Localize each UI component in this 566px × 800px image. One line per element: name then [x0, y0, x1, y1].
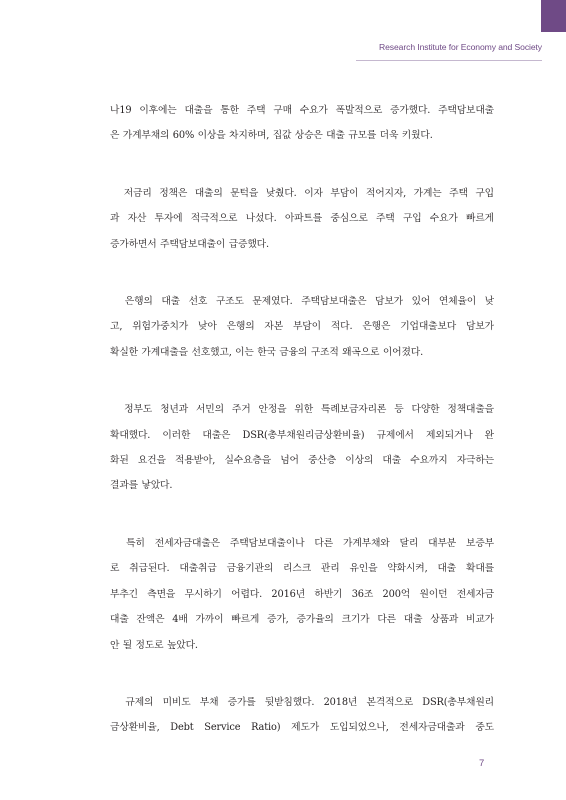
paragraph-1: [110, 98, 494, 149]
text-line: 확대했다. 이러한 대출은 DSR(총부채원리금상환비율) 규제에서 제외되거나 완: [110, 429, 494, 441]
text-line: 특히 전세자금대출은 주택담보대출이나 다른 가계부채와 달리 대부분 보증부: [110, 537, 494, 549]
text-line: 저금리 정책은 대출의 문턱을 낮췄다. 이자 부담이 적어지자, 가계는 주택 구입: [110, 187, 494, 199]
corner-color-tab: [541, 0, 566, 32]
text-line: 안 될 정도로 높았다.: [110, 639, 198, 651]
paragraph-3: [110, 289, 494, 365]
text-line: 화된 요건을 적용받아, 실수요층을 넘어 중산층 이상의 대출 수요까지 자극하는: [110, 455, 494, 467]
text-line: 결과를 낳았다.: [110, 480, 173, 492]
text-line: 증가하면서 주택담보대출이 급증했다.: [110, 238, 269, 250]
text-line: 은행의 대출 선호 구조도 문제였다. 주택담보대출은 담보가 있어 연체율이 낮: [110, 296, 494, 308]
text-line: 금상환비율, Debt Service Ratio) 제도가 도입되었으나, 전세자금대출과 중도: [110, 722, 494, 734]
running-header: Research Institute for Economy and Society: [379, 42, 542, 52]
paragraph-2: [110, 181, 494, 257]
body-text: [110, 98, 494, 773]
text-line: 규제의 미비도 부채 증가를 뒷받침했다. 2018년 본격적으로 DSR(총부채원리: [110, 696, 494, 708]
text-line: 정부도 청년과 서민의 주거 안정을 위한 특례보금자리론 등 다양한 정책대출을: [110, 404, 494, 416]
text-line: 과 자산 투자에 적극적으로 나섰다. 아파트를 중심으로 주택 구입 수요가 빠르게: [110, 213, 494, 225]
text-line: 확실한 가계대출을 선호했고, 이는 한국 금융의 구조적 왜곡으로 이어졌다.: [110, 346, 424, 358]
page-number: 7: [479, 758, 485, 769]
text-line: 대출 잔액은 4배 가까이 빠르게 증가, 증가율의 크기가 다른 대출 상품과 비교가: [110, 614, 494, 626]
text-line: 은 가계부채의 60% 이상을 차지하며, 집값 상승은 대출 규모를 더욱 키웠다.: [110, 130, 433, 142]
paragraph-6: [110, 690, 494, 741]
header-rule: [356, 60, 542, 61]
text-line: 고, 위험가중치가 낮아 은행의 자본 부담이 적다. 은행은 기업대출보다 담보가: [110, 321, 494, 333]
paragraph-4: [110, 397, 494, 499]
text-line: 나19 이후에는 대출을 통한 주택 구매 수요가 폭발적으로 증가했다. 주택담보대출: [110, 105, 494, 116]
text-line: 로 취급된다. 대출취급 금융기관의 리스크 관리 유인을 약화시켜, 대출 확대를: [110, 563, 494, 575]
text-line: 부추긴 측면을 무시하기 어렵다. 2016년 하반기 36조 200억 원이던 전세자금: [110, 588, 494, 600]
paragraph-5: [110, 531, 494, 658]
